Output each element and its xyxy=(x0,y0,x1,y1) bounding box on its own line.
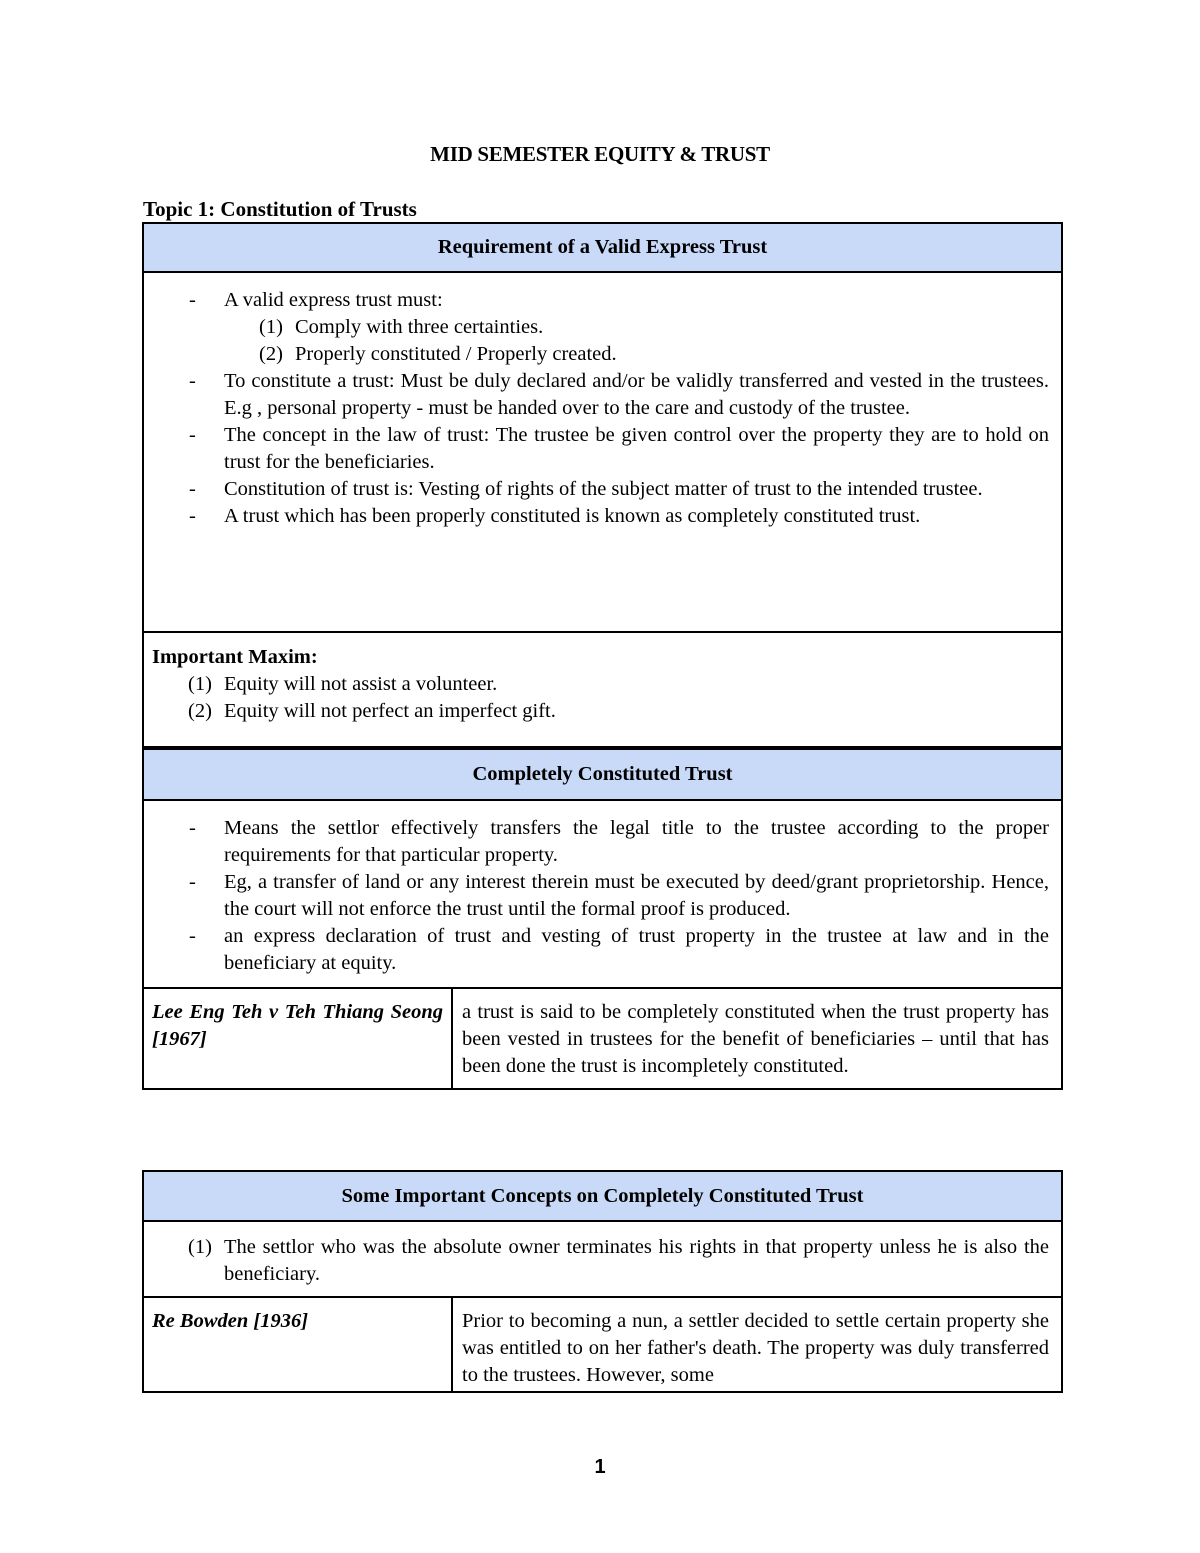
sub-item xyxy=(259,314,1049,341)
section-completely-constituted-trust xyxy=(142,748,1063,1090)
section-body xyxy=(143,1221,1062,1297)
case-description: Prior to becoming a nun, a settler decided to settle certain property she was entitled to on her father's death. The property was duly transferred to the trustees. However, some xyxy=(452,1297,1062,1392)
document-title: MID SEMESTER EQUITY & TRUST xyxy=(430,142,770,166)
sub-text: Properly constituted / Properly created. xyxy=(295,343,617,365)
bullet-text: A valid express trust must: xyxy=(224,289,443,311)
maxim-item xyxy=(152,671,1053,698)
section-important-concepts xyxy=(142,1170,1063,1393)
case-name: Re Bowden [1936] xyxy=(143,1297,452,1392)
sub-item xyxy=(259,341,1049,368)
numbered-point xyxy=(144,1234,1061,1288)
section-heading: Some Important Concepts on Completely Constituted Trust xyxy=(143,1171,1062,1221)
bullet-item: - Means the settlor effectively transfers the legal title to the trustee according to the proper requirements for that particular property. xyxy=(144,815,1061,869)
bullet-item: - The concept in the law of trust: The trustee be given control over the property they are to hold on trust for the beneficiaries. xyxy=(144,422,1061,476)
page-number: 1 xyxy=(594,1456,606,1478)
bullet-item: - A trust which has been properly constituted is known as completely constituted trust. xyxy=(144,503,1061,530)
bullet-item: - an express declaration of trust and vesting of trust property in the trustee at law and in the beneficiary at equity. xyxy=(144,923,1061,977)
section-heading: Completely Constituted Trust xyxy=(143,749,1062,800)
case-name: Lee Eng Teh v Teh Thiang Seong [1967] xyxy=(143,988,452,1089)
topic-heading: Topic 1: Constitution of Trusts xyxy=(143,197,417,221)
maxim-item xyxy=(152,698,1053,725)
point-text: The settlor who was the absolute owner terminates his rights in that property unless he is also the beneficiary. xyxy=(224,1236,1049,1285)
sub-text: Comply with three certainties. xyxy=(295,316,544,338)
maxim-text: Equity will not assist a volunteer. xyxy=(224,673,498,695)
maxim-number: (2) xyxy=(188,700,212,722)
section-valid-express-trust xyxy=(142,222,1063,748)
bullet-item: - To constitute a trust: Must be duly declared and/or be validly transferred and vested in the trustees. E.g , personal property - must be handed over to the care and custody of the trustee. xyxy=(144,368,1061,422)
sub-number: (2) xyxy=(259,343,283,365)
maxim-text: Equity will not perfect an imperfect gift. xyxy=(224,700,556,722)
sub-number: (1) xyxy=(259,316,283,338)
bullet-item xyxy=(144,287,1061,368)
case-description: a trust is said to be completely constituted when the trust property has been vested in trustees for the benefit of beneficiaries – until that has been done the trust is incompletely constituted. xyxy=(452,988,1062,1089)
maxim-box xyxy=(143,632,1062,747)
point-number: (1) xyxy=(188,1236,212,1258)
maxim-number: (1) xyxy=(188,673,212,695)
bullet-item: - Eg, a transfer of land or any interest therein must be executed by deed/grant proprietorship. Hence, the court will not enforce the trust until the formal proof is produced. xyxy=(144,869,1061,923)
section-body xyxy=(143,800,1062,988)
bullet-item: - Constitution of trust is: Vesting of rights of the subject matter of trust to the intended trustee. xyxy=(144,476,1061,503)
maxim-heading: Important Maxim: xyxy=(152,646,318,668)
section-body xyxy=(143,272,1062,632)
sub-list xyxy=(224,314,1049,368)
section-heading: Requirement of a Valid Express Trust xyxy=(143,223,1062,272)
